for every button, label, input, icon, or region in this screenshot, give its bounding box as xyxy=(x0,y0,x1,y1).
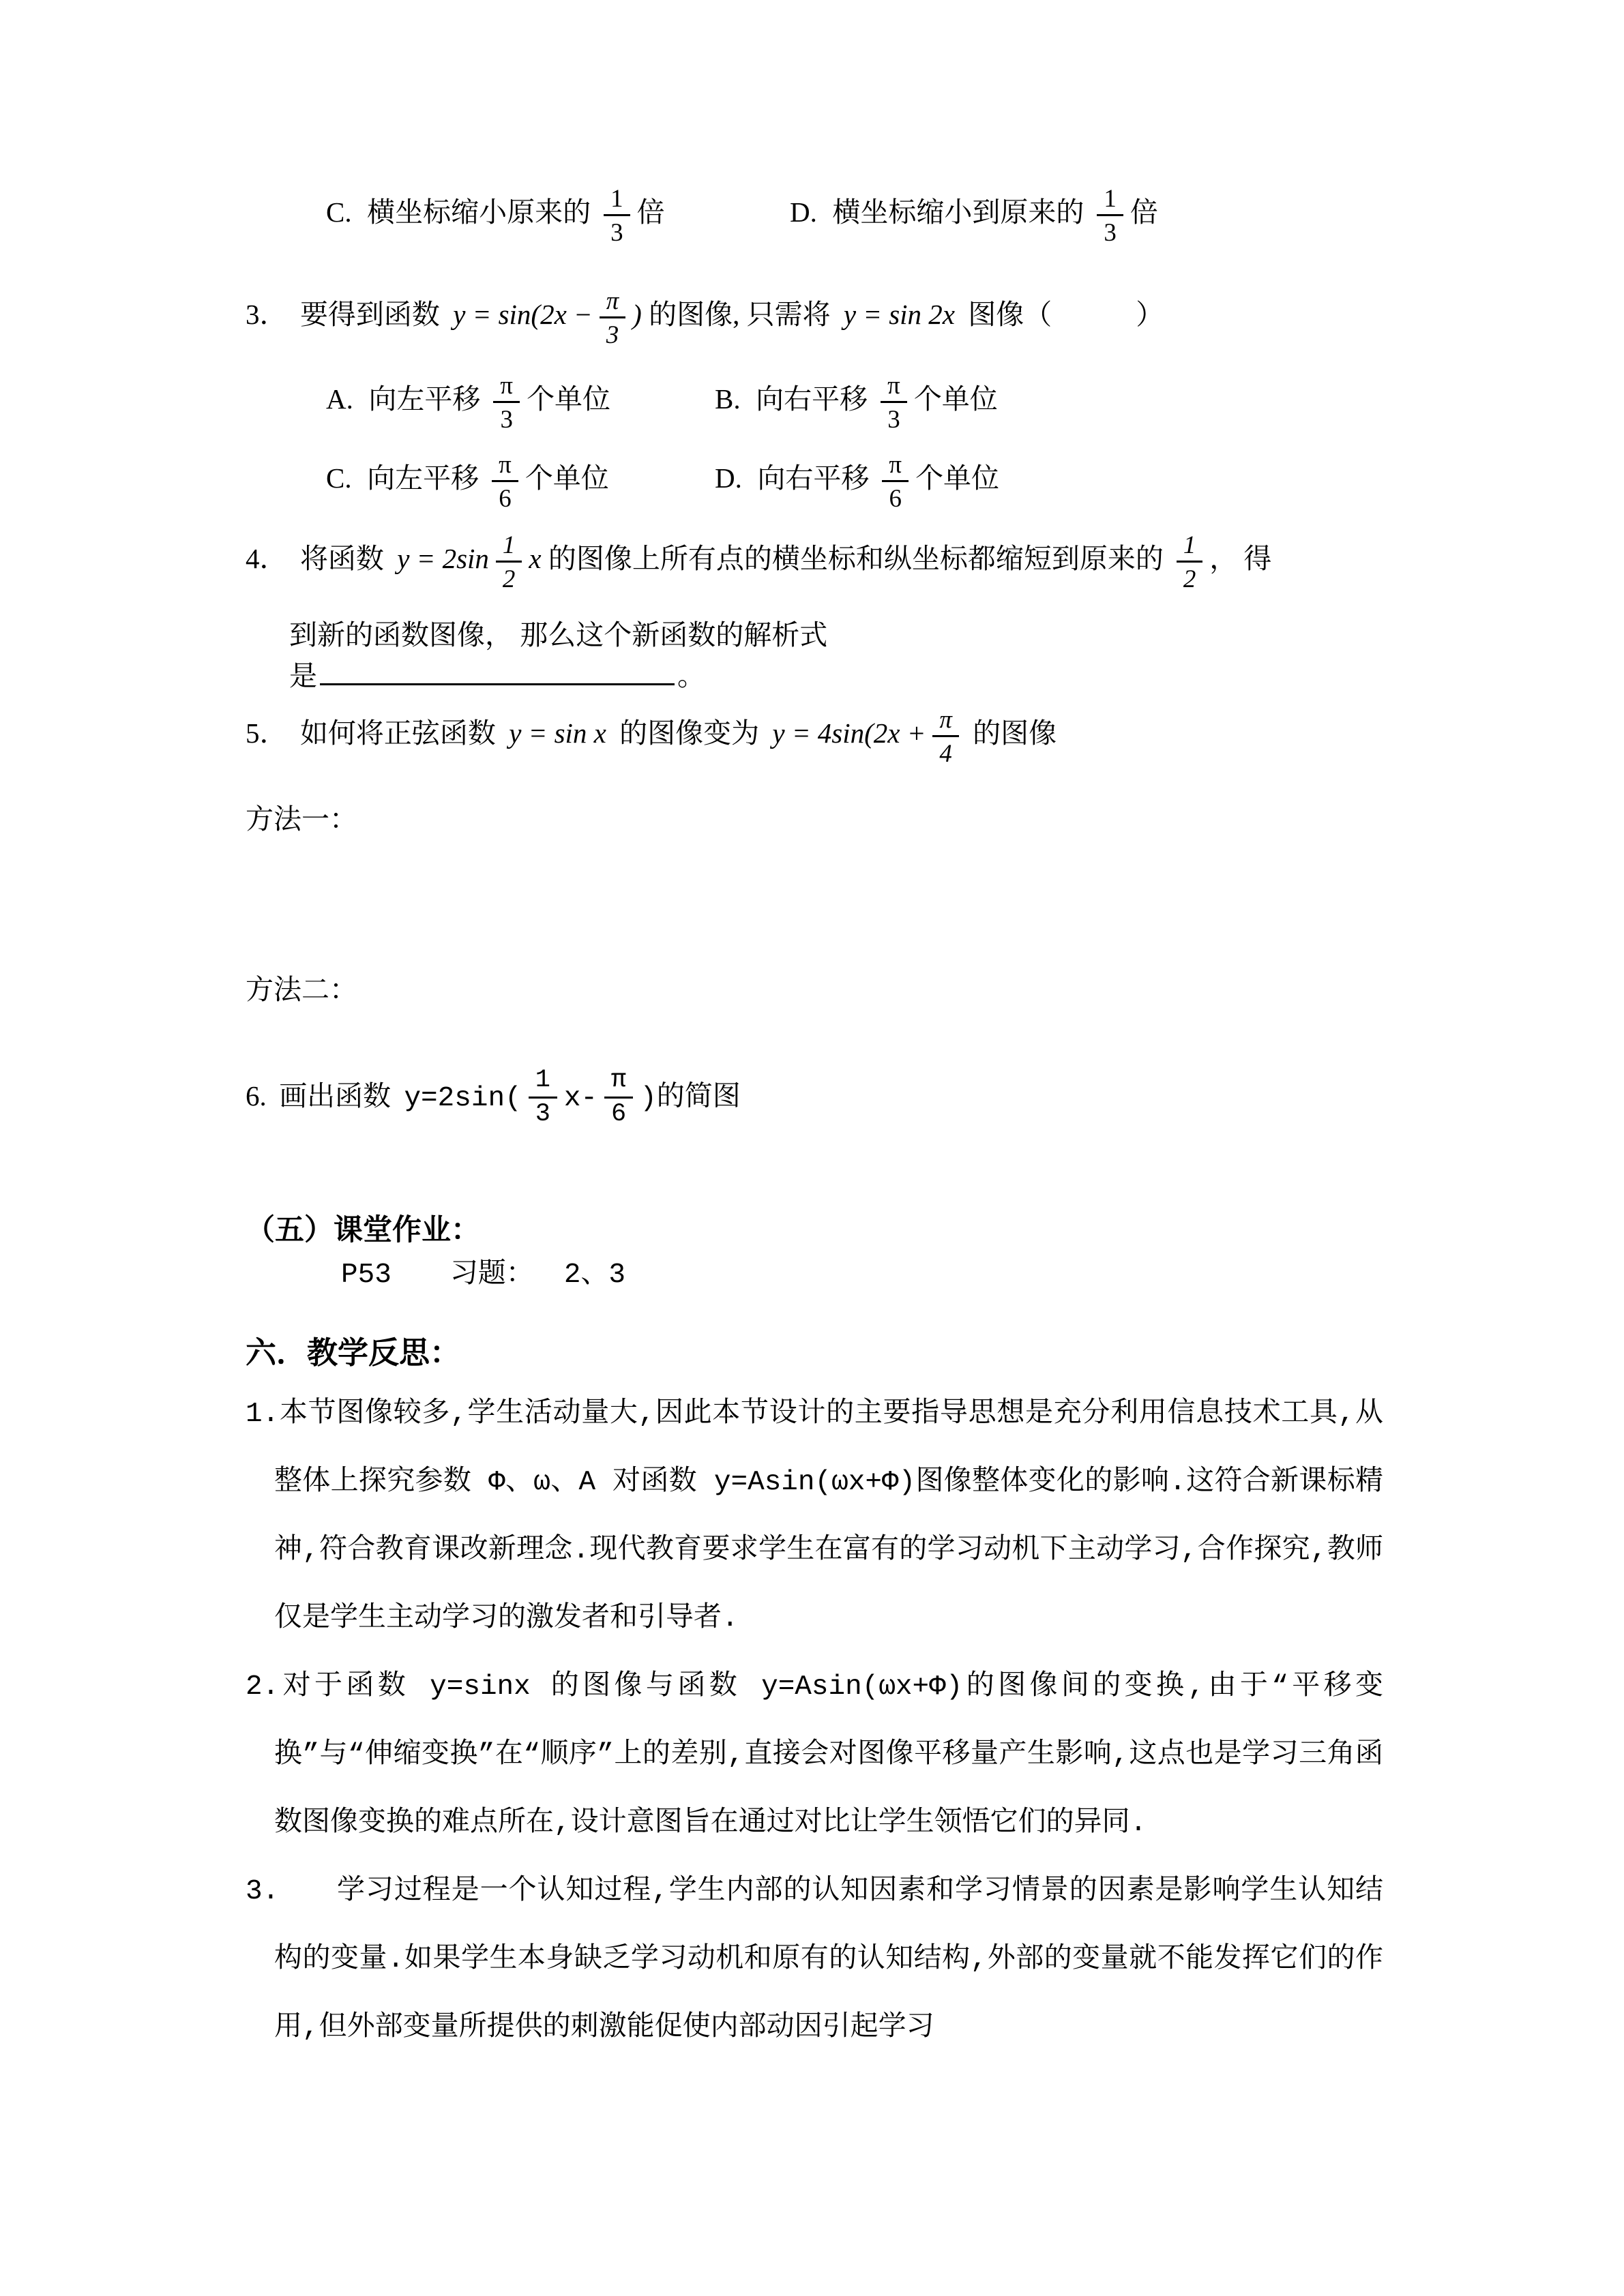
math-expression-4sin xyxy=(772,705,965,768)
question-3-number: 3． xyxy=(246,299,288,331)
question-4-line-3-post: 。 xyxy=(677,660,705,691)
math-text: x- xyxy=(563,1082,598,1114)
question-3-options-cd xyxy=(326,450,1392,525)
option-c-label: C. xyxy=(326,196,352,228)
option-a-tail: 个单位 xyxy=(527,383,611,415)
question2-option-d xyxy=(790,184,1164,247)
fraction-pi-over-3 xyxy=(493,371,520,434)
option-c-tail: 个单位 xyxy=(525,462,609,494)
fraction-numerator: 1 xyxy=(1177,531,1202,563)
fraction-one-third xyxy=(529,1067,557,1129)
reflection-paragraph-2: 2.对于函数 y=sinx 的图像与函数 y=Asin(ωx+Φ)的图像间的变换,由于“平移变换”与“伸缩变换”在“顺序”上的差别,直接会对图像平移量产生影响,这点也是学习三角函数图像变换的难点所在,设计意图旨在通过对比让学生领悟它们的异同. xyxy=(246,1671,1383,1840)
fraction-one-third xyxy=(1097,184,1123,247)
fraction-one-half xyxy=(1177,531,1202,593)
question-5-tail: 的图像 xyxy=(973,717,1057,749)
math-expression-2sin-sketch xyxy=(404,1066,657,1129)
method-one-label xyxy=(246,796,1392,837)
fraction-numerator: π xyxy=(600,286,625,318)
option-c-label: C. xyxy=(326,462,352,494)
fraction-numerator: π xyxy=(881,371,907,403)
option-d-tail: 个单位 xyxy=(915,462,1000,494)
method-one-text: 方法一： xyxy=(246,803,357,835)
question-6-lead: 画出函数 xyxy=(279,1079,392,1112)
option-d-text: 向右平移 xyxy=(757,462,870,494)
fraction-pi-over-6 xyxy=(492,450,518,513)
fraction-denominator: 2 xyxy=(502,565,516,593)
fraction-numerator: 1 xyxy=(1097,184,1123,216)
question-3 xyxy=(246,286,1392,361)
reflection-section-title xyxy=(246,1328,1392,1372)
fraction-numerator: π xyxy=(604,1067,633,1099)
question-3-tail: 图像（ ） xyxy=(968,299,1164,331)
fraction-numerator: π xyxy=(882,450,909,482)
option-a-label: A. xyxy=(326,383,353,415)
question-6 xyxy=(246,1067,1392,1142)
math-text: ) xyxy=(632,299,642,331)
fraction-denominator: 3 xyxy=(535,1100,550,1129)
homework-label: 习题： xyxy=(449,1257,534,1288)
fraction-denominator: 3 xyxy=(887,405,900,434)
question2-options-row xyxy=(326,184,1392,259)
question-4-line-3 xyxy=(289,653,1392,694)
question-4-line-1 xyxy=(246,531,1392,606)
option-d-label: D. xyxy=(790,196,817,228)
question-3-option-b xyxy=(715,371,1004,434)
question-4-line-3-pre: 是 xyxy=(289,660,317,691)
fraction-denominator: 3 xyxy=(1104,218,1117,247)
method-two-label xyxy=(246,967,1392,1008)
math-expression-sin2x: y = sin 2x xyxy=(843,299,956,331)
question-3-option-d xyxy=(715,450,1005,513)
question-4-mid: 的图像上所有点的横坐标和纵坐标都缩短到原来的 xyxy=(548,543,1164,575)
fraction-pi-over-6 xyxy=(604,1067,633,1129)
fraction-denominator: 6 xyxy=(499,484,512,513)
option-b-tail: 个单位 xyxy=(913,383,998,415)
question-5-mid: 的图像变为 xyxy=(619,717,760,749)
question-6-tail: 的简图 xyxy=(656,1079,741,1112)
option-a-text: 向左平移 xyxy=(368,383,481,415)
question-3-lead: 要得到函数 xyxy=(299,299,440,331)
math-expression-sinx: y = sin x xyxy=(509,717,606,749)
fraction-pi-over-6 xyxy=(882,450,909,513)
fraction-numerator: π xyxy=(492,450,518,482)
question-5 xyxy=(246,705,1392,780)
option-d-label: D. xyxy=(715,462,742,494)
fraction-denominator: 6 xyxy=(889,484,902,513)
homework-line xyxy=(341,1250,1392,1291)
fraction-one-half xyxy=(496,531,522,593)
homework-items: 2、3 xyxy=(563,1259,626,1291)
question-5-number: 5． xyxy=(246,717,288,749)
question-4-line-2 xyxy=(289,612,1392,653)
math-text: y = 2sin xyxy=(397,543,489,575)
fraction-pi-over-4 xyxy=(932,705,958,768)
reflection-title-text: 六．教学反思： xyxy=(246,1336,461,1370)
homework-title-text: （五）课堂作业： xyxy=(246,1214,480,1247)
option-c-text: 向左平移 xyxy=(367,462,479,494)
option-b-label: B. xyxy=(715,383,741,415)
fraction-pi-over-3 xyxy=(600,286,625,349)
fraction-one-third xyxy=(604,184,630,247)
fraction-pi-over-3 xyxy=(881,371,907,434)
fraction-numerator: π xyxy=(932,705,958,737)
option-d-text: 横坐标缩小到原来的 xyxy=(832,196,1084,228)
question-4-lead: 将函数 xyxy=(299,543,384,575)
fraction-denominator: 3 xyxy=(500,405,513,434)
question-3-mid: 的图像, 只需将 xyxy=(649,299,831,331)
fraction-numerator: 1 xyxy=(496,531,522,563)
fraction-numerator: 1 xyxy=(529,1067,557,1099)
fraction-denominator: 6 xyxy=(611,1100,627,1129)
question-4-end: 得 xyxy=(1243,543,1272,575)
math-text: y = 4sin(2x + xyxy=(772,717,926,749)
homework-section-title xyxy=(246,1207,1392,1249)
homework-page-reference: P53 xyxy=(341,1259,392,1291)
question-4-comma: ， xyxy=(1209,543,1238,575)
reflection-paragraph-3: 3. 学习过程是一个认知过程,学生内部的认知因素和学习情景的因素是影响学生认知结构的变量.如果学生本身缺乏学习动机和原有的认知结构,外部的变量就不能发挥它们的作用,但外部变量所提供的刺激能促使内部动因引起学习 xyxy=(246,1876,1383,2044)
option-c-tail: 倍 xyxy=(636,196,665,228)
math-expression-sin2x-minus-pi3 xyxy=(453,286,642,349)
question-3-options-ab xyxy=(326,371,1392,446)
fraction-denominator: 3 xyxy=(606,320,619,349)
question-4-line-2-text: 到新的函数图像， 那么这个新函数的解析式 xyxy=(289,619,828,651)
question-6-number: 6. xyxy=(246,1079,267,1112)
fraction-numerator: 1 xyxy=(604,184,630,216)
fraction-numerator: π xyxy=(493,371,520,403)
fraction-denominator: 2 xyxy=(1183,565,1196,593)
question-4-number: 4． xyxy=(246,543,288,575)
fraction-denominator: 3 xyxy=(610,218,623,247)
answer-blank xyxy=(320,661,675,685)
math-text: x xyxy=(529,543,542,575)
reflection-paragraph-1: 1.本节图像较多,学生活动量大,因此本节设计的主要指导思想是充分利用信息技术工具,从整体上探究参数 Φ、ω、A 对函数 y=Asin(ωx+Φ)图像整体变化的影响.这符合新课标精神,符合教育课改新理念.现代教育要求学生在富有的学习动机下主动学习,合作探究,教师仅是学生主动学习的激发者和引导者. xyxy=(246,1399,1383,1635)
math-text: y=2sin( xyxy=(404,1082,522,1114)
math-text: y = sin(2x − xyxy=(453,299,593,331)
option-b-text: 向右平移 xyxy=(756,383,868,415)
question-3-option-c xyxy=(326,450,715,513)
option-d-tail: 倍 xyxy=(1130,196,1158,228)
question2-option-c xyxy=(326,184,790,247)
math-text: ) xyxy=(640,1082,657,1114)
reflection-paragraphs xyxy=(246,1380,1392,2062)
method-two-text: 方法二： xyxy=(246,974,357,1005)
question-3-option-a xyxy=(326,371,715,434)
math-expression-2sin-half-x xyxy=(397,531,542,593)
fraction-denominator: 4 xyxy=(939,739,952,768)
option-c-text: 横坐标缩小原来的 xyxy=(367,196,591,228)
question-5-lead: 如何将正弦函数 xyxy=(299,717,496,749)
